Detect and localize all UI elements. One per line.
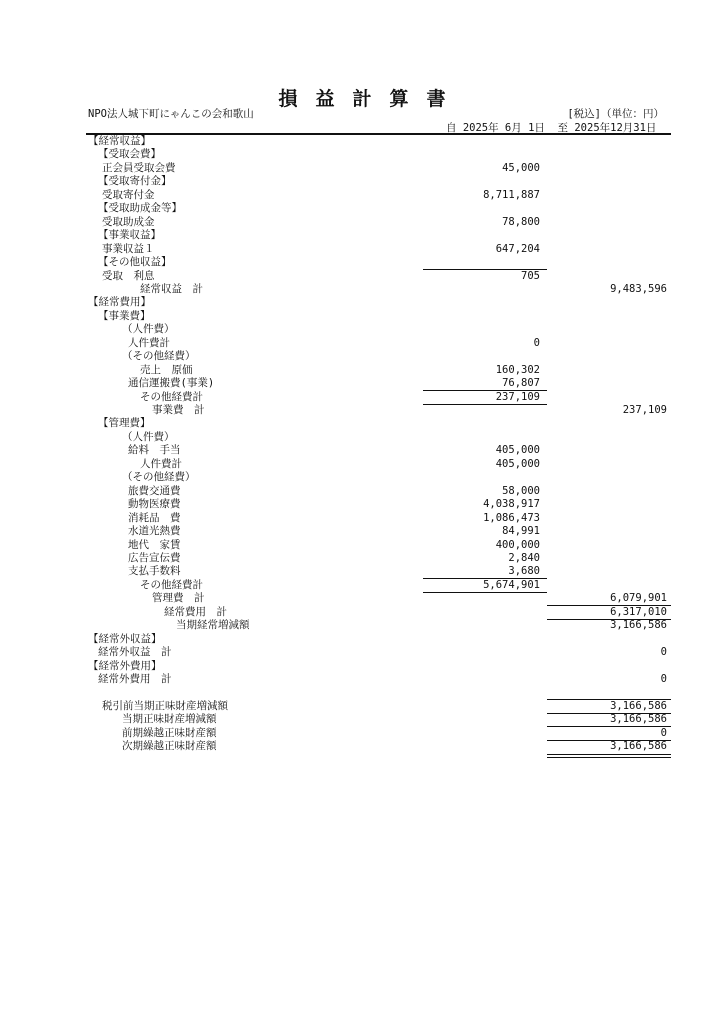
row-label: 経常費用 計 bbox=[164, 605, 227, 618]
sum-rule bbox=[547, 740, 671, 741]
statement-row bbox=[86, 162, 671, 175]
row-amount: 237,109 bbox=[495, 390, 540, 403]
row-label: 人件費計 bbox=[128, 336, 170, 349]
row-label: 消耗品 費 bbox=[128, 511, 181, 524]
statement-row bbox=[86, 619, 671, 632]
row-total: 9,483,596 bbox=[610, 282, 667, 295]
row-label: 動物医療費 bbox=[128, 498, 181, 511]
row-amount: 405,000 bbox=[495, 444, 540, 457]
row-total: 237,109 bbox=[622, 404, 667, 416]
unit-note: [税込]（単位：円） bbox=[567, 108, 664, 120]
statement-row bbox=[86, 364, 671, 377]
statement-heading bbox=[86, 417, 671, 430]
statement-row bbox=[86, 539, 671, 552]
statement-heading bbox=[86, 175, 671, 188]
row-label: 管理費 計 bbox=[152, 592, 205, 605]
statement-row bbox=[86, 727, 671, 740]
row-label: 【受取会費】 bbox=[98, 148, 161, 161]
sum-rule bbox=[547, 619, 671, 620]
row-label: その他経費計 bbox=[140, 578, 203, 591]
document-title: 損益計算書 bbox=[278, 88, 464, 110]
statement-heading bbox=[86, 135, 671, 148]
row-amount: 8,711,887 bbox=[483, 188, 540, 201]
row-amount: 78,800 bbox=[502, 215, 540, 228]
organization-name: NPO法人城下町にゃんこの会和歌山 bbox=[88, 108, 254, 120]
row-total: 0 bbox=[660, 726, 667, 739]
row-label: 水道光熱費 bbox=[128, 525, 181, 538]
row-total: 6,079,901 bbox=[610, 592, 667, 605]
statement-heading bbox=[86, 323, 671, 336]
statement-row bbox=[86, 189, 671, 202]
sum-rule bbox=[547, 605, 671, 606]
statement-heading bbox=[86, 148, 671, 161]
statement-row bbox=[86, 713, 671, 726]
row-amount: 647,204 bbox=[495, 242, 540, 255]
statement-heading bbox=[86, 296, 671, 309]
row-amount: 84,991 bbox=[502, 525, 540, 538]
statement-row bbox=[86, 243, 671, 256]
row-amount: 160,302 bbox=[495, 363, 540, 376]
row-label: 当期経常増減額 bbox=[176, 619, 250, 632]
statement-row bbox=[86, 592, 671, 605]
row-amount: 405,000 bbox=[495, 457, 540, 470]
row-label: 経常収益 計 bbox=[140, 282, 203, 295]
statement-row bbox=[86, 552, 671, 565]
statement-heading bbox=[86, 310, 671, 323]
row-label: （人件費） bbox=[122, 323, 175, 336]
statement-row bbox=[86, 525, 671, 538]
statement-row bbox=[86, 512, 671, 525]
row-label: 受取 利息 bbox=[102, 269, 155, 282]
statement-heading bbox=[86, 256, 671, 269]
row-total: 6,317,010 bbox=[610, 605, 667, 618]
statement-row bbox=[86, 606, 671, 619]
row-label: 【事業収益】 bbox=[98, 229, 161, 242]
row-label: 【経常収益】 bbox=[88, 135, 151, 147]
row-label: 広告宣伝費 bbox=[128, 551, 181, 564]
statement-row bbox=[86, 740, 671, 753]
row-label: 【管理費】 bbox=[98, 417, 151, 430]
row-amount: 76,807 bbox=[502, 377, 540, 390]
row-label: 前期繰越正味財産額 bbox=[122, 726, 217, 739]
statement-row bbox=[86, 377, 671, 390]
row-label: （人件費） bbox=[122, 430, 175, 443]
row-label: 次期繰越正味財産額 bbox=[122, 740, 217, 753]
row-label: 【経常費用】 bbox=[88, 296, 151, 309]
row-label: 人件費計 bbox=[140, 457, 182, 470]
row-label: 当期正味財産増減額 bbox=[122, 713, 217, 726]
row-label: 【受取寄付金】 bbox=[98, 175, 172, 188]
row-label: 受取寄付金 bbox=[102, 188, 155, 201]
row-label: 売上 原価 bbox=[140, 363, 193, 376]
row-amount: 0 bbox=[533, 336, 540, 349]
statement-row bbox=[86, 673, 671, 686]
row-label: 【経常外費用】 bbox=[88, 659, 162, 672]
row-label: 通信運搬費(事業) bbox=[128, 377, 215, 390]
row-label: 経常外収益 計 bbox=[98, 646, 172, 659]
period-range: 自 2025年 6月 1日 至 2025年12月31日 bbox=[446, 122, 657, 134]
statement-row bbox=[86, 216, 671, 229]
row-label: （その他経費） bbox=[122, 471, 196, 484]
sum-rule bbox=[547, 699, 671, 700]
row-amount: 58,000 bbox=[502, 484, 540, 497]
statement-heading bbox=[86, 229, 671, 242]
sum-rule bbox=[547, 726, 671, 727]
row-label: 【受取助成金等】 bbox=[98, 202, 182, 215]
row-label: 支払手数料 bbox=[128, 565, 181, 578]
row-amount: 400,000 bbox=[495, 538, 540, 551]
sum-rule bbox=[423, 578, 547, 579]
row-label: 【経常外収益】 bbox=[88, 632, 162, 645]
statement-row bbox=[86, 498, 671, 511]
row-label: 旅費交通費 bbox=[128, 484, 181, 497]
sum-rule bbox=[423, 269, 547, 270]
row-label: 正会員受取会費 bbox=[102, 161, 176, 174]
statement-heading bbox=[86, 350, 671, 363]
sum-rule bbox=[423, 390, 547, 391]
row-label: 事業費 計 bbox=[152, 404, 205, 416]
statement-heading bbox=[86, 633, 671, 646]
statement-row bbox=[86, 700, 671, 713]
statement-row bbox=[86, 404, 671, 417]
row-total: 3,166,586 bbox=[610, 740, 667, 753]
statement-heading bbox=[86, 431, 671, 444]
row-total: 3,166,586 bbox=[610, 713, 667, 726]
statement-row bbox=[86, 270, 671, 283]
sum-rule bbox=[423, 404, 547, 405]
statement-row bbox=[86, 391, 671, 404]
row-amount: 705 bbox=[521, 269, 540, 282]
row-label: その他経費計 bbox=[140, 390, 203, 403]
row-amount: 5,674,901 bbox=[483, 578, 540, 591]
row-label: 給料 手当 bbox=[128, 444, 181, 457]
statement-heading bbox=[86, 686, 671, 699]
row-amount: 45,000 bbox=[502, 161, 540, 174]
row-amount: 3,680 bbox=[508, 565, 540, 578]
row-total: 0 bbox=[660, 673, 667, 685]
row-amount: 2,840 bbox=[508, 551, 540, 564]
statement-row bbox=[86, 458, 671, 471]
final-double-rule bbox=[547, 754, 671, 758]
row-amount: 4,038,917 bbox=[483, 498, 540, 511]
statement-row bbox=[86, 337, 671, 350]
row-label: 地代 家賃 bbox=[128, 538, 181, 551]
row-label: 【その他収益】 bbox=[98, 256, 172, 269]
statement-heading bbox=[86, 202, 671, 215]
statement-row bbox=[86, 646, 671, 659]
row-label: 税引前当期正味財産増減額 bbox=[102, 699, 228, 712]
row-label: 事業収益１ bbox=[102, 242, 155, 255]
sum-rule bbox=[547, 713, 671, 714]
row-label: 経常外費用 計 bbox=[98, 673, 172, 685]
statement-row bbox=[86, 485, 671, 498]
row-total: 3,166,586 bbox=[610, 699, 667, 712]
statement-heading bbox=[86, 660, 671, 673]
row-total: 0 bbox=[660, 646, 667, 659]
statement-heading bbox=[86, 471, 671, 484]
statement-row bbox=[86, 283, 671, 296]
row-label: 【事業費】 bbox=[98, 309, 151, 322]
row-label: （その他経費） bbox=[122, 350, 196, 363]
statement-row bbox=[86, 565, 671, 578]
row-amount: 1,086,473 bbox=[483, 511, 540, 524]
statement-row bbox=[86, 444, 671, 457]
row-label: 受取助成金 bbox=[102, 215, 155, 228]
statement-row bbox=[86, 579, 671, 592]
sum-rule bbox=[423, 592, 547, 593]
row-total: 3,166,586 bbox=[610, 619, 667, 632]
